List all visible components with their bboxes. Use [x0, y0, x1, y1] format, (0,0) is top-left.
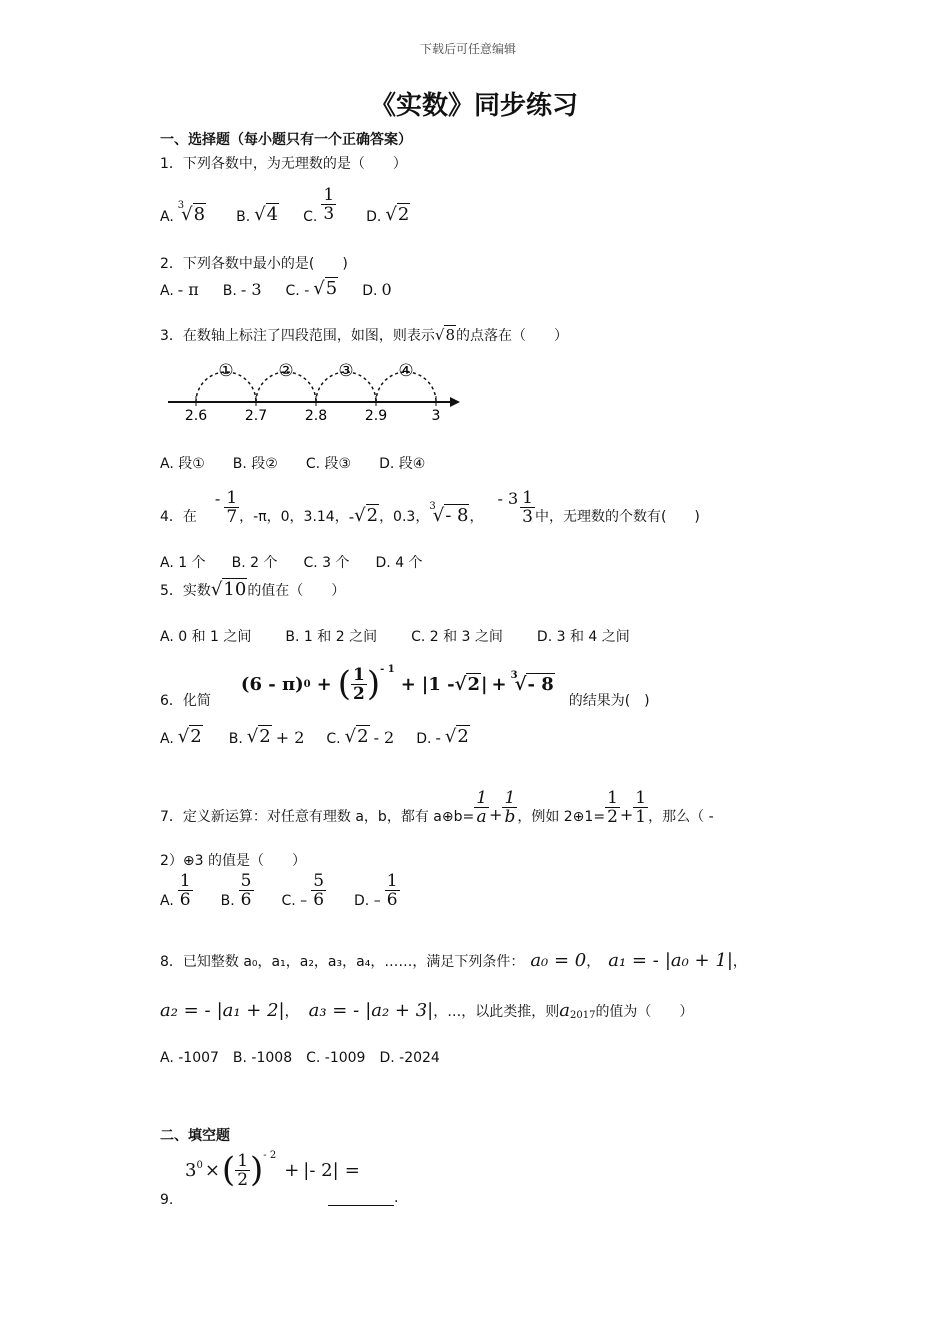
q1-c-label: C. — [303, 209, 318, 225]
q8-option-c: C. -1009 — [306, 1050, 366, 1066]
q5-option-b: B. 1 和 2 之间 — [285, 629, 378, 645]
q8-comma-1: ， — [586, 954, 601, 970]
q7-line-2: 2）⊕3 的值是（ ） — [160, 853, 306, 869]
q3-option-b: B. 段② — [232, 456, 278, 472]
axis-arrow-icon — [450, 397, 460, 407]
q3-option-d: D. 段④ — [379, 456, 426, 472]
q6-plus-3: + — [491, 673, 507, 695]
q5-sqrt: √10 — [210, 579, 247, 600]
q1-stem: 1．下列各数中，为无理数的是（ ） — [160, 156, 407, 172]
q3-option-c: C. 段③ — [305, 456, 352, 472]
q4-list-2: ，0.3， — [379, 509, 430, 525]
q8-comma-3: ， — [284, 1004, 299, 1020]
q6-expression: (6 - π) 0 + ( $\frac{1}{2}$ ) $^{- 1}$ + |1 - √2 | + $^3$√- 8 — [240, 664, 554, 704]
q9-equals: = — [344, 1159, 360, 1181]
q4-option-c: C. 3 个 — [303, 555, 350, 571]
q6-fraction-exp: - 1 — [380, 664, 395, 675]
q8-option-a: A. -1007 — [160, 1050, 219, 1066]
q3-stem-post: 的点落在（ ） — [456, 328, 569, 344]
q7-a-label: A. — [160, 893, 174, 909]
segment-label: ② — [278, 361, 294, 381]
q6-d-neg: - — [435, 728, 441, 747]
q2-c-label: C. - — [285, 283, 310, 299]
q8-mid: ，…，以此类推，则 — [433, 1004, 560, 1020]
q6-abs-sqrt: √2 — [454, 673, 480, 695]
q6-b-sqrt: √2 — [246, 726, 271, 747]
q8-stem-2 — [160, 1000, 693, 1021]
q9-answer-blank[interactable] — [328, 1191, 394, 1206]
q4-cbrt: $^3$√- 8 — [429, 501, 469, 526]
q1-a-cbrt: $^3$√8 — [177, 200, 206, 225]
q7-mid: ，例如 2⊕1= — [517, 809, 606, 825]
segment-label: ③ — [338, 361, 354, 381]
q2-options — [160, 278, 392, 299]
q4-mixed-fraction: $\frac{1}{3}$ — [522, 488, 533, 527]
q6-a-sqrt: √2 — [177, 726, 202, 747]
q6-term-1-exp: 0 — [303, 678, 311, 690]
q7-def-frac-1: $\frac{1}{a}$ — [476, 788, 488, 827]
q7-c-frac: $\frac{5}{6}$ — [313, 871, 325, 910]
q1-b-label: B. — [236, 209, 251, 225]
q1-c-fraction: $\frac{1}{3}$ — [323, 185, 335, 224]
q6-cbrt: $^3$√- 8 — [510, 669, 554, 695]
header-note: 下载后可任意编辑 — [420, 42, 517, 56]
q4-mixed-whole: - 3 — [497, 489, 519, 508]
q6-post: 的结果为( ) — [568, 693, 650, 709]
q8-target: a — [559, 1000, 570, 1021]
q2-c-sqrt: √5 — [313, 278, 338, 299]
q3-stem-pre: 3．在数轴上标注了四段范围，如图，则表示 — [160, 328, 435, 344]
q8-cond-0: a₀ = 0 — [530, 950, 587, 971]
axis-tick-label: 2.6 — [184, 408, 208, 424]
q3-number-line — [160, 350, 470, 425]
q4-prefix: 4．在 — [160, 509, 197, 525]
q8-cond-2-pre: a₂ = - — [160, 1000, 211, 1021]
q4-suffix: 中，无理数的个数有( ) — [534, 509, 700, 525]
q8-cond-1-pre: a₁ = - — [608, 950, 659, 971]
q8-options — [160, 1050, 440, 1066]
q4-option-d: D. 4 个 — [375, 555, 423, 571]
q7-b-label: B. — [220, 893, 235, 909]
q1-b-sqrt: √4 — [254, 204, 279, 225]
q6-fraction: $\frac{1}{2}$ — [353, 664, 365, 704]
q6-stem — [160, 650, 650, 710]
q7-c-label: C. – — [281, 893, 308, 909]
q6-c-sqrt: √2 — [344, 726, 369, 747]
q8-target-sub: 2017 — [569, 1010, 596, 1021]
q1-a-label: A. — [160, 209, 174, 225]
q8-stem-1 — [160, 950, 747, 971]
q5-post: 的值在（ ） — [247, 583, 346, 599]
q9-base-exp: 0 — [196, 1160, 203, 1171]
q1-d-label: D. — [366, 209, 382, 225]
q9-fraction-exp: - 2 — [263, 1150, 277, 1161]
q6-term-1: (6 - π) — [240, 673, 304, 695]
q6-abs-right: | — [480, 673, 488, 695]
q3-options — [160, 453, 425, 473]
q4-sqrt: √2 — [354, 505, 379, 526]
q6-b-tail: + 2 — [275, 728, 305, 747]
q2-d-value: 0 — [381, 280, 392, 299]
q5-pre: 5．实数 — [160, 583, 211, 599]
page-title: 《实数》同步练习 — [370, 91, 579, 121]
q7-ex-plus: + — [619, 805, 634, 824]
q4-list-1: ，-π，0，3.14， — [239, 509, 349, 525]
q5-option-c: C. 2 和 3 之间 — [411, 629, 503, 645]
q6-d-label: D. — [416, 731, 432, 747]
q2-a-value: - π — [177, 280, 199, 299]
q2-a-label: A. — [160, 283, 174, 299]
q4-option-b: B. 2 个 — [231, 555, 278, 571]
q8-cond-1-abs: |a₀ + 1| — [664, 950, 733, 971]
section-1-heading: 一、选择题（每小题只有一个正确答案） — [160, 132, 412, 148]
q1-options — [160, 175, 410, 225]
q5-options — [160, 626, 630, 646]
q8-option-b: B. -1008 — [232, 1050, 293, 1066]
q3-stem — [160, 325, 568, 345]
q9-expression: 3 $^0$ × ( $\frac{1}{2}$ ) $^{- 2}$ + |- 2| = — [185, 1150, 360, 1190]
q8-stem-text: 8．已知整数 a₀，a₁，a₂，a₃，a₄，……，满足下列条件： — [160, 954, 525, 970]
axis-tick-label: 2.9 — [364, 408, 388, 424]
q4-option-a: A. 1 个 — [160, 555, 206, 571]
q6-c-tail: - 2 — [373, 728, 395, 747]
q7-ex-frac-1: $\frac{1}{2}$ — [607, 788, 618, 827]
q6-abs-left: |1 - — [421, 673, 455, 695]
q6-d-sqrt: √2 — [444, 726, 469, 747]
q4-fraction: $\frac{1}{7}$ — [226, 488, 238, 527]
q7-def-frac-2: $\frac{1}{b}$ — [504, 788, 516, 827]
q2-d-label: D. — [362, 283, 378, 299]
axis-tick-label: 2.8 — [304, 408, 328, 424]
q7-tail: ，那么（ - — [648, 809, 714, 825]
q6-plus-2: + — [400, 673, 416, 695]
q8-post: 的值为（ ） — [595, 1004, 694, 1020]
q6-b-label: B. — [228, 731, 243, 747]
q4-neg-2: - — [348, 507, 355, 526]
q9-answer — [328, 1190, 398, 1206]
q9-abs: |- 2| — [303, 1159, 339, 1181]
q7-d-label: D. – — [354, 893, 381, 909]
q9-number: 9. — [160, 1192, 174, 1208]
q4-options — [160, 552, 423, 572]
q3-option-a: A. 段① — [160, 456, 205, 472]
q9-end: . — [394, 1190, 399, 1206]
q9-base: 3 — [185, 1159, 197, 1181]
q8-cond-3-abs: |a₂ + 3| — [365, 1000, 434, 1021]
q6-plus-1: + — [316, 673, 332, 695]
q4-stem — [160, 474, 700, 526]
q1-d-sqrt: √2 — [385, 204, 410, 225]
q8-comma-2: ， — [732, 954, 747, 970]
q7-stem-1: 7．定义新运算：对任意有理数 a，b，都有 a⊕b= — [160, 809, 475, 825]
q5-option-d: D. 3 和 4 之间 — [536, 629, 630, 645]
axis-tick-label: 2.7 — [244, 408, 268, 424]
q3-stem-cbrt: √8 — [434, 326, 456, 344]
q9-times: × — [204, 1159, 220, 1181]
q6-a-label: A. — [160, 731, 174, 747]
segment-label: ① — [218, 361, 234, 381]
q7-b-frac: $\frac{5}{6}$ — [240, 871, 252, 910]
q2-b-value: - 3 — [240, 280, 262, 299]
q2-b-label: B. — [222, 283, 237, 299]
q4-neg: - — [214, 489, 221, 508]
segment-label: ④ — [398, 361, 414, 381]
q9-plus: + — [284, 1159, 300, 1181]
q4-comma: ， — [469, 509, 484, 525]
q7-stem — [160, 772, 714, 826]
q5-option-a: A. 0 和 1 之间 — [160, 629, 252, 645]
section-2-heading: 二、填空题 — [160, 1128, 230, 1144]
q8-cond-2-abs: |a₁ + 2| — [216, 1000, 285, 1021]
axis-tick-label: 3 — [431, 408, 441, 424]
q7-a-frac: $\frac{1}{6}$ — [179, 871, 191, 910]
q7-options — [160, 872, 400, 909]
q2-stem: 2．下列各数中最小的是( ) — [160, 256, 348, 272]
q7-ex-frac-2: $\frac{1}{1}$ — [635, 788, 647, 827]
q9-fraction: $\frac{1}{2}$ — [237, 1150, 249, 1190]
q6-c-label: C. — [326, 731, 341, 747]
q7-d-frac: $\frac{1}{6}$ — [386, 871, 398, 910]
q6-pre: 6．化简 — [160, 693, 211, 709]
q8-option-d: D. -2024 — [379, 1050, 440, 1066]
q8-cond-3-pre: a₃ = - — [308, 1000, 360, 1021]
q7-def-plus: + — [489, 805, 503, 824]
q6-options — [160, 726, 470, 747]
q5-stem — [160, 579, 345, 600]
